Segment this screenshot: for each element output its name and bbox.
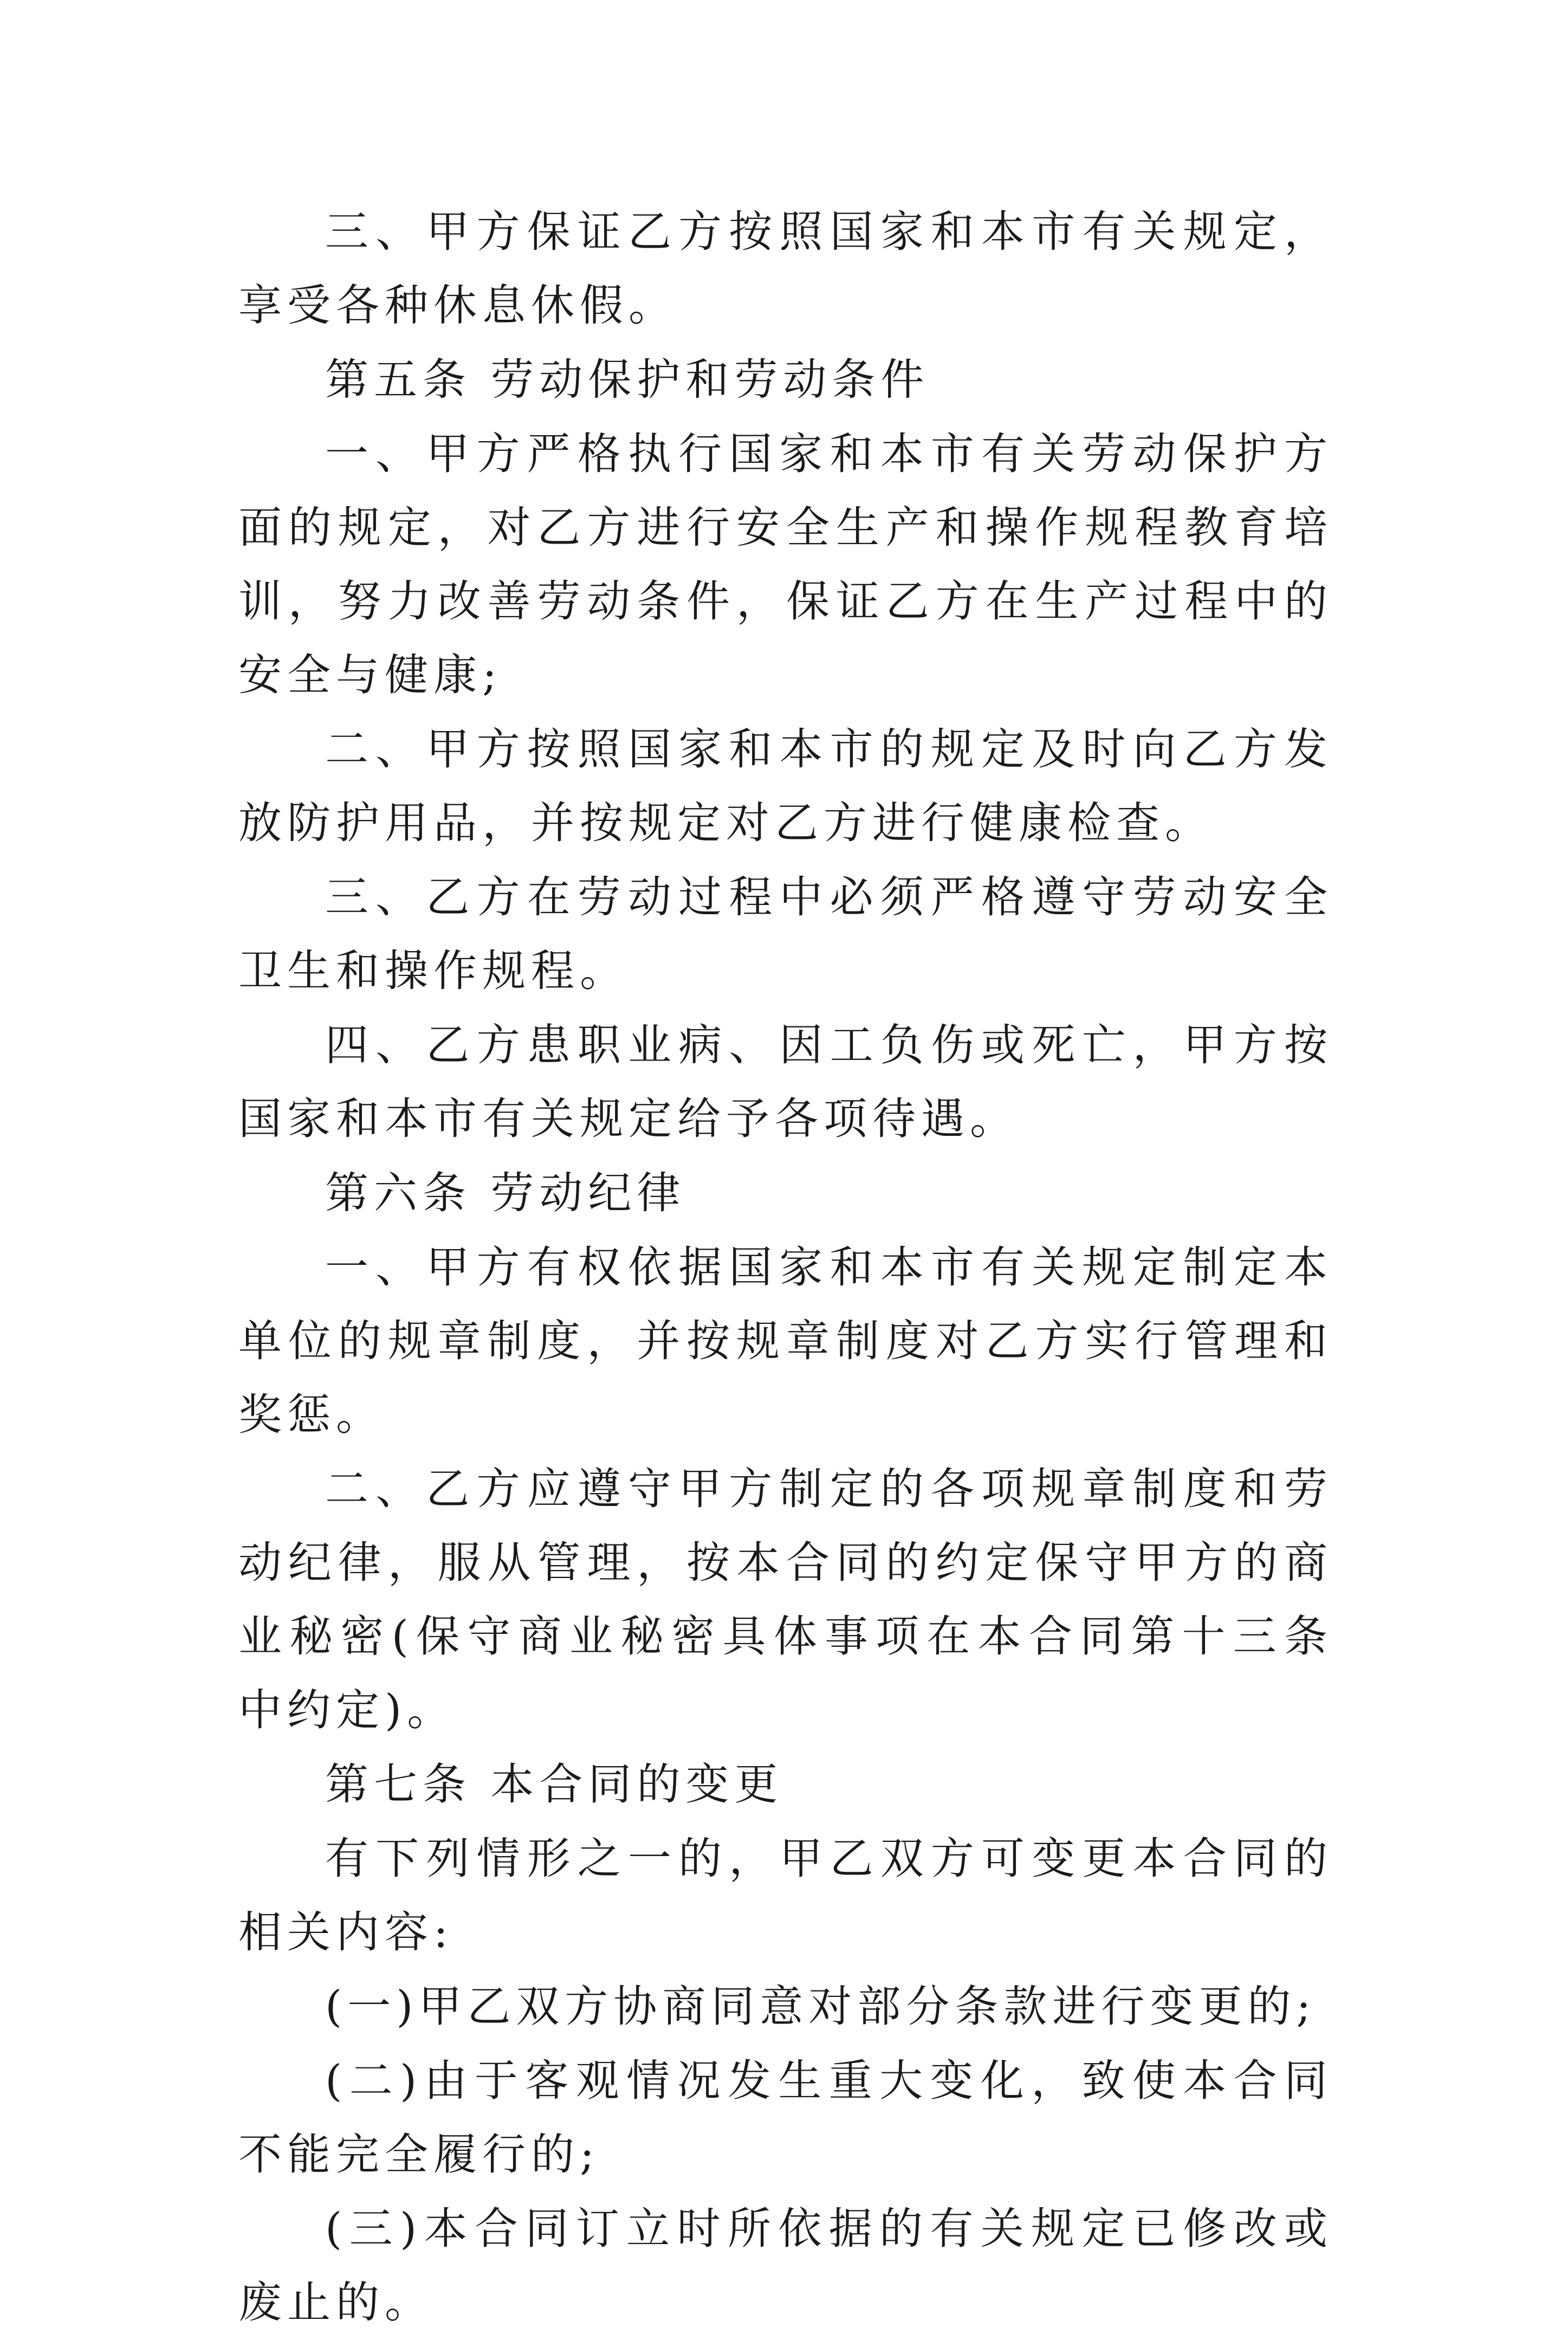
paragraph-article7-item3: (三)本合同订立时所依据的有关规定已修改或废止的。 [238,2203,1333,2328]
paragraph-article5-clause2: 二、甲方按照国家和本市的规定及时向乙方发放防护用品，并按规定对乙方进行健康检查。 [238,724,1333,848]
heading-article5: 第五条 劳动保护和劳动条件 [325,354,930,405]
paragraph-article5-clause4: 四、乙方患职业病、因工负伤或死亡，甲方按国家和本市有关规定给予各项待遇。 [238,1020,1333,1144]
paragraph-article4-clause3: 三、甲方保证乙方按照国家和本市有关规定，享受各种休息休假。 [238,206,1333,331]
heading-article6: 第六条 劳动纪律 [325,1168,686,1218]
paragraph-article7-item1: (一)甲乙双方协商同意对部分条款进行变更的; [325,1981,1317,2032]
paragraph-article5-clause3: 三、乙方在劳动过程中必须严格遵守劳动安全卫生和操作规程。 [238,872,1333,996]
paragraph-article6-clause1: 一、甲方有权依据国家和本市有关规定制定本单位的规章制度，并按规章制度对乙方实行管理和奖惩。 [238,1242,1333,1440]
document-page [238,195,1333,2340]
paragraph-article5-clause1: 一、甲方严格执行国家和本市有关劳动保护方面的规定，对乙方进行安全生产和操作规程教育培训，努力改善劳动条件，保证乙方在生产过程中的安全与健康; [238,429,1333,700]
paragraph-article6-clause2: 二、乙方应遵守甲方制定的各项规章制度和劳动纪律，服从管理，按本合同的约定保守甲方的商业秘密(保守商业秘密具体事项在本合同第十三条中约定)。 [238,1464,1333,1735]
paragraph-article7-item2: (二)由于客观情况发生重大变化，致使本合同不能完全履行的; [238,2055,1333,2180]
heading-article7: 第七条 本合同的变更 [325,1759,783,1809]
paragraph-article7-intro: 有下列情形之一的，甲乙双方可变更本合同的相关内容: [238,1833,1333,1957]
